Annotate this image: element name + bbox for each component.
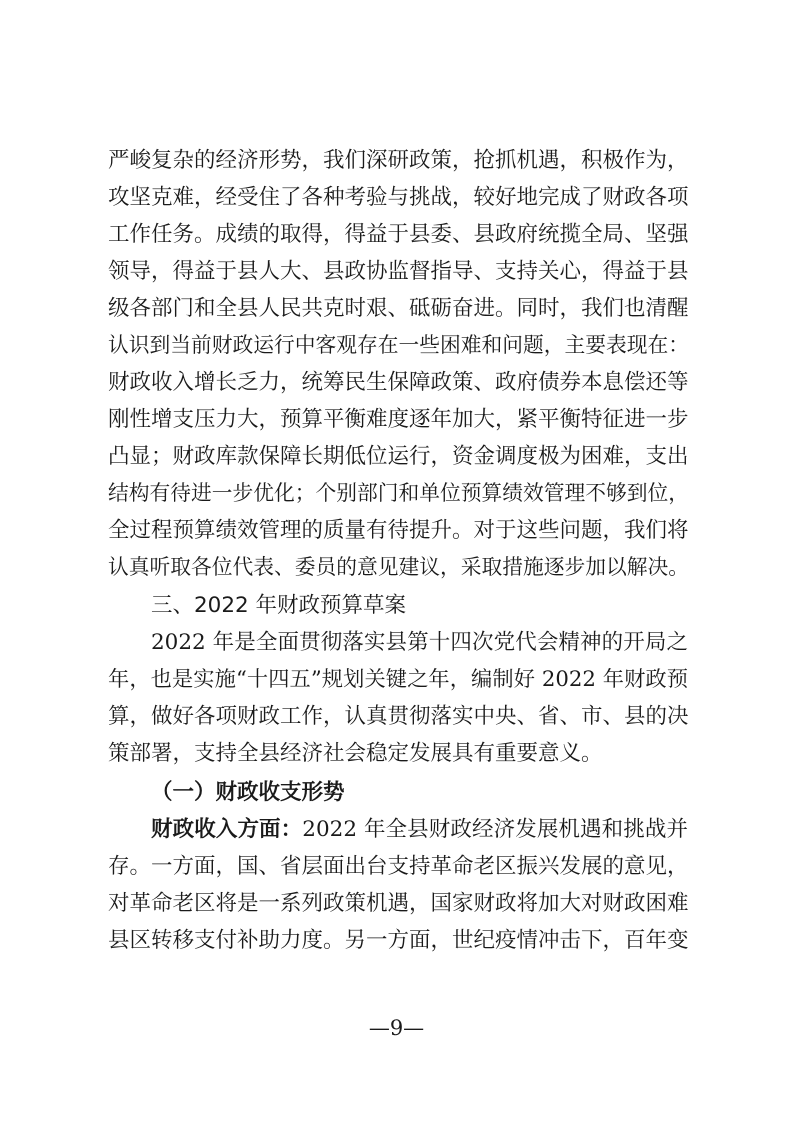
paragraph-line: 县区转移支付补助力度。另一方面，世纪疫情冲击下，百年变: [108, 928, 689, 953]
paragraph-line: 结构有待进一步优化；个别部门和单位预算绩效管理不够到位，: [108, 481, 690, 505]
page-number: —9—: [368, 1016, 425, 1040]
paragraph-first-line: [151, 819, 688, 841]
paragraph-line: 存。一方面，国、省层面出台支持革命老区振兴发展的意见，: [108, 854, 689, 879]
paragraph-line: 2022 年是全面贯彻落实县第十四次党代会精神的开局之: [151, 630, 688, 655]
paragraph-line: 算，做好各项财政工作，认真贯彻落实中央、省、市、县的决: [108, 704, 689, 729]
paragraph-line: 全过程预算绩效管理的质量有待提升。对于这些问题，我们将: [108, 518, 689, 543]
paragraph-line: 凸显；财政库款保障长期低位运行，资金调度极为困难，支出: [108, 444, 689, 469]
paragraph-lead-rest: 2022 年全县财政经济发展机遇和挑战并: [302, 817, 688, 842]
paragraph-lead: 财政收入方面：: [151, 817, 303, 842]
paragraph-line: 认识到当前财政运行中客观存在一些困难和问题，主要表现在：: [108, 333, 690, 357]
paragraph-line: 工作任务。成绩的取得，得益于县委、县政府统揽全局、坚强: [108, 222, 689, 247]
paragraph-line: 年，也是实施“十四五”规划关键之年，编制好 2022 年财政预: [108, 667, 688, 692]
paragraph-line: 认真听取各位代表、委员的意见建议，采取措施逐步加以解决。: [108, 555, 690, 579]
subsection-heading: （一）财政收支形势: [151, 780, 345, 805]
paragraph-line: 领导，得益于县人大、县政协监督指导、支持关心，得益于县: [108, 259, 689, 284]
paragraph-line: 刚性增支压力大，预算平衡难度逐年加大，紧平衡特征进一步: [108, 407, 689, 432]
paragraph-line: 策部署，支持全县经济社会稳定发展具有重要意义。: [108, 741, 603, 766]
section-heading: 三、2022 年财政预算草案: [151, 593, 407, 618]
paragraph-line: 财政收入增长乏力，统筹民生保障政策、政府债券本息偿还等: [108, 370, 689, 395]
paragraph-line: 攻坚克难，经受住了各种考验与挑战，较好地完成了财政各项: [108, 185, 689, 210]
paragraph-line: 级各部门和全县人民共克时艰、砥砺奋进。同时，我们也清醒: [108, 296, 689, 321]
paragraph-line: 对革命老区将是一系列政策机遇，国家财政将加大对财政困难: [108, 891, 689, 916]
paragraph-line: 严峻复杂的经济形势，我们深研政策，抢抓机遇，积极作为，: [108, 148, 689, 173]
